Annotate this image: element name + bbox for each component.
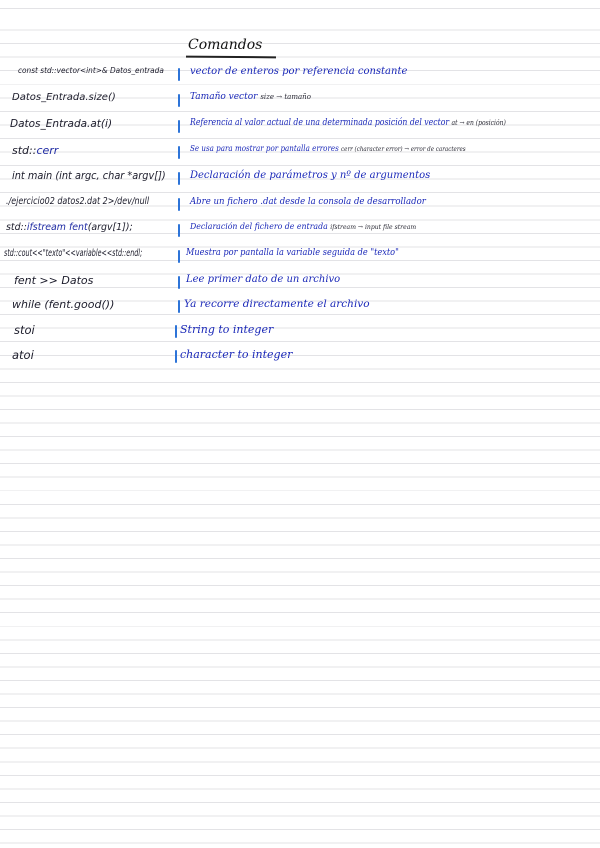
command-row xyxy=(0,196,600,216)
description-note: at → en (posición) xyxy=(451,118,506,127)
description-text: Ya recorre directamente el archivo xyxy=(184,298,370,310)
command-row xyxy=(0,323,600,343)
command-text: std::ifstream fent(argv[1]); xyxy=(6,222,133,233)
command-row xyxy=(0,170,600,190)
description-text: Se usa para mostrar por pantalla errores cerr (character error) → error de caracteres xyxy=(190,144,466,154)
description-text: Declaración del fichero de entrada ifstream → input file stream xyxy=(190,222,417,232)
command-text: Datos_Entrada.size() xyxy=(12,92,116,103)
command-row xyxy=(0,222,600,242)
description-text: Declaración de parámetros y nº de argumentos xyxy=(190,170,431,181)
command-row xyxy=(0,298,600,318)
command-row xyxy=(0,274,600,294)
command-row xyxy=(0,144,600,164)
command-text: stoi xyxy=(14,323,35,337)
command-text: atoi xyxy=(12,348,34,362)
divider xyxy=(178,172,180,185)
divider xyxy=(178,300,180,313)
description-text: Referencia al valor actual de una determinada posición del vector at → en (posición) xyxy=(190,118,506,128)
description-note: size → tamaño xyxy=(260,92,311,101)
divider xyxy=(178,94,180,107)
divider xyxy=(178,276,180,289)
description-text: Muestra por pantalla la variable seguida de "texto" xyxy=(186,248,399,258)
description-text: Abre un fichero .dat desde la consola de desarrollador xyxy=(190,196,426,207)
command-row xyxy=(0,348,600,368)
command-text: const std::vector<int>& Datos_entrada xyxy=(18,66,164,75)
description-text: Lee primer dato de un archivo xyxy=(186,274,341,285)
divider xyxy=(178,250,180,263)
description-text: String to integer xyxy=(180,323,274,336)
command-text: std::cerr xyxy=(12,144,59,157)
divider xyxy=(175,325,177,338)
command-row xyxy=(0,66,600,86)
divider xyxy=(178,224,180,237)
command-text: int main (int argc, char *argv[]) xyxy=(12,170,166,182)
command-text: Datos_Entrada.at(i) xyxy=(10,118,113,130)
divider xyxy=(178,68,180,81)
command-row xyxy=(0,92,600,112)
title-underline xyxy=(186,56,276,58)
command-row xyxy=(0,248,600,268)
description-text: vector de enteros por referencia constante xyxy=(190,66,408,77)
divider xyxy=(178,120,180,133)
page-title: Comandos xyxy=(188,37,263,53)
command-text: fent >> Datos xyxy=(14,274,94,287)
description-text: Tamaño vector size → tamaño xyxy=(190,92,311,102)
command-text: ./ejercicio02 datos2.dat 2>/dev/null xyxy=(6,196,150,207)
description-note: ifstream → input file stream xyxy=(330,223,417,231)
divider xyxy=(178,198,180,211)
command-row xyxy=(0,118,600,138)
command-text: while (fent.good()) xyxy=(12,298,115,311)
command-text: std::cout<<"texto"<<variable<<std::endl; xyxy=(4,248,143,259)
divider xyxy=(178,146,180,159)
divider xyxy=(175,350,177,363)
description-text: character to integer xyxy=(180,348,293,361)
description-note: cerr (character error) → error de caracteres xyxy=(341,145,466,153)
